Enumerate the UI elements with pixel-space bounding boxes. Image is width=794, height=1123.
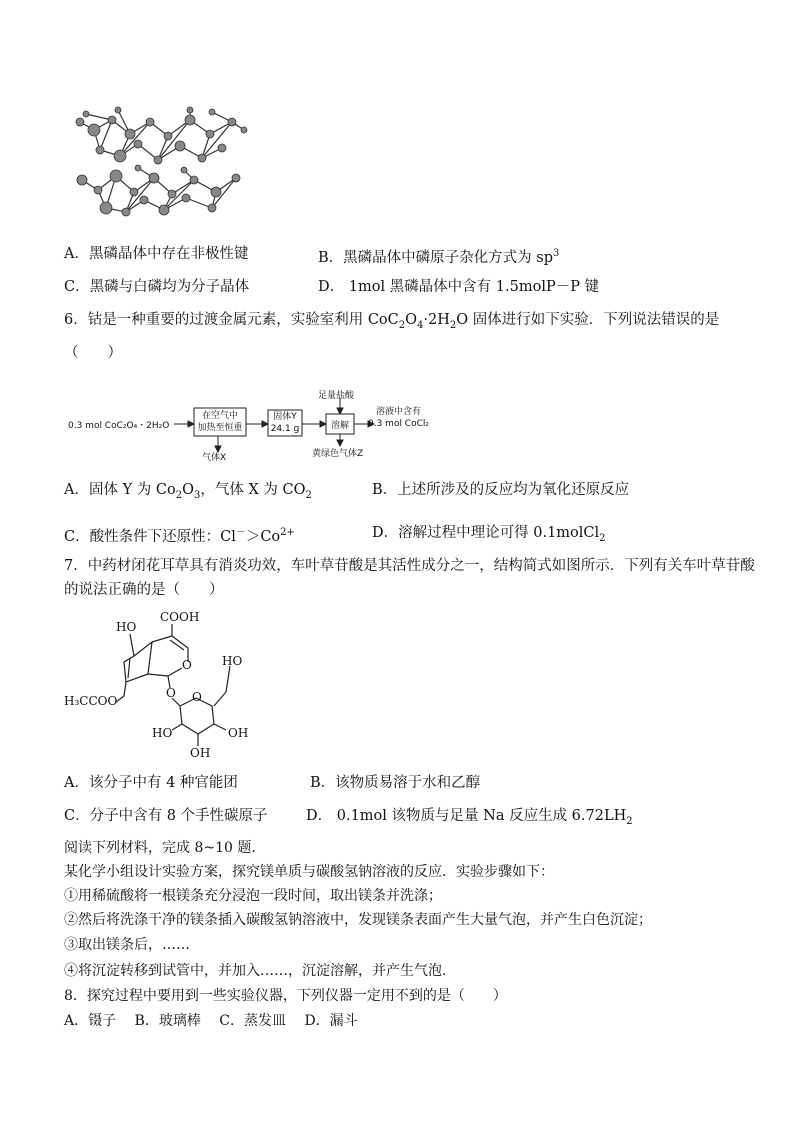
structure-bonds — [64, 606, 264, 766]
struct-cooh: COOH — [160, 610, 200, 624]
struct-ho-bl: HO — [152, 726, 173, 740]
q7-stem-line2: 的说法正确的是（ ） — [64, 582, 224, 598]
q7-option-b: B．该物质易溶于水和乙醇 — [310, 775, 481, 791]
material-step4: ④将沉淀转移到试管中，并加入……，沉淀溶解，并产生气泡． — [64, 963, 456, 979]
q5-option-b: B．黑磷晶体中磷原子杂化方式为 $sp^3$ — [318, 248, 560, 266]
struct-ho1: HO — [116, 620, 137, 634]
q7-option-a: A．该分子中有 4 种官能团 — [64, 775, 238, 791]
flow-box3: 溶解 — [330, 421, 349, 431]
q6-option-d: D．溶解过程中理论可得 0.1molCl$_2$ — [372, 525, 606, 544]
q6-option-a: A．固体 Y 为 $Co_2O_3$，气体 X 为 $CO_2$ — [64, 482, 312, 501]
material-step3: ③取出镁条后，…… — [64, 937, 190, 953]
struct-o-ring: O — [182, 658, 192, 672]
struct-ester: H₃CCOO — [64, 694, 118, 708]
q6-option-b: B．上述所涉及的反应均为氧化还原反应 — [372, 482, 630, 498]
flow-result: 溶液中含有 0.3 mol CoCl₂ — [368, 407, 429, 429]
q7-option-c: C．分子中含有 8 个手性碳原子 — [64, 808, 268, 824]
q6-option-c: C．酸性条件下还原性：$Cl^->Co^{2+}$ — [64, 527, 295, 545]
flow-gas-z: 黄绿色气体Z — [312, 449, 364, 459]
q7-stem-line1: 7．中药材闭花耳草具有消炎功效，车叶草苷酸是其活性成分之一，结构简式如图所示．下列有关车叶草苷酸 — [64, 558, 755, 574]
struct-oh-br: OH — [228, 726, 249, 740]
material-line1: 某化学小组设计实验方案，探究镁单质与碳酸氢钠溶液的反应．实验步骤如下： — [64, 864, 554, 880]
material-step2: ②然后将洗涤干净的镁条插入碳酸氢钠溶液中，发现镁条表面产生大量气泡，并产生白色沉淀； — [64, 912, 652, 928]
q8-stem: 8．探究过程中要用到一些实验仪器，下列仪器一定用不到的是（ ） — [64, 988, 507, 1004]
flow-box2: 固体Y 24.1 g — [270, 412, 300, 434]
q7-option-d: D． 0.1mol 该物质与足量 Na 反应生成 $6.72LH_2$ — [306, 808, 633, 827]
q6-stem: 6．钴是一种重要的过渡金属元素，实验室利用 $CoC_2O_4\cdot 2H_2O$ 固体进行如下实验．下列说法错误的是 — [64, 312, 720, 331]
struct-oh-b: OH — [190, 746, 211, 760]
q8-options: A．镊子 B．玻璃棒 C．蒸发皿 D．漏斗 — [64, 1013, 358, 1029]
flow-gas-x: 气体X — [202, 453, 227, 463]
flow-acid: 足量盐酸 — [318, 391, 355, 401]
material-step1: ①用稀硫酸将一根镁条充分浸泡一段时间，取出镁条并洗涤； — [64, 888, 442, 904]
q5-option-c: C．黑磷与白磷均为分子晶体 — [64, 279, 250, 295]
q6-flow-diagram — [68, 384, 448, 464]
q5-option-d: D． 1mol 黑磷晶体中含有 1.5molP－P 键 — [318, 279, 600, 295]
asperulosidic-acid-structure — [64, 606, 264, 766]
struct-ho-top: HO — [222, 654, 243, 668]
flow-start: 0.3 mol CoC₂O₄・2H₂O — [68, 421, 170, 431]
q5-option-a: A．黑磷晶体中存在非极性键 — [64, 246, 249, 262]
q6-paren: （ ） — [64, 345, 122, 361]
struct-o-sugar: O — [192, 690, 202, 704]
flow-box1: 在空气中 加热至恒重 — [197, 411, 243, 433]
black-phosphorus-structure-figure — [72, 100, 252, 222]
struct-o-link: O — [166, 686, 176, 700]
material-intro: 阅读下列材料，完成 8~10 题． — [64, 840, 266, 856]
